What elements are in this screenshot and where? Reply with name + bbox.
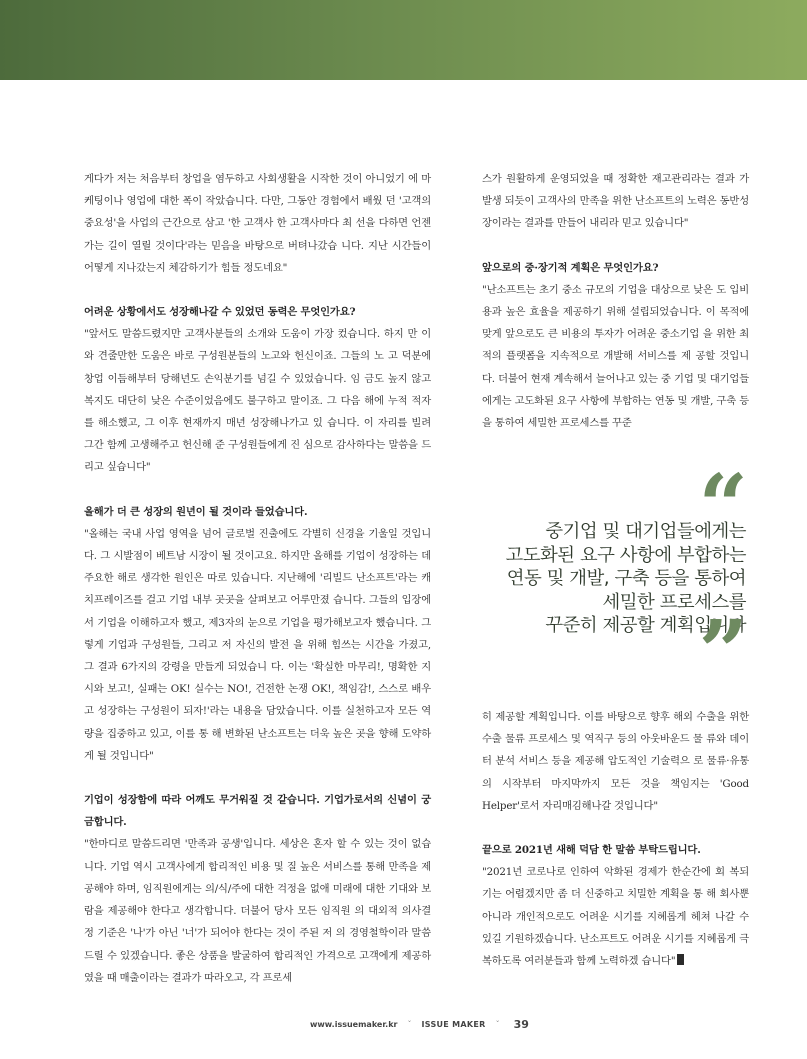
end-of-article-mark	[677, 954, 684, 965]
footer-separator: ˇ	[495, 1019, 500, 1029]
paragraph: 게다가 저는 처음부터 창업을 염두하고 사회생활을 시작한 것이 아니었기 에 마케팅이나 영업에 대한 폭이 작았습니다. 다만, 그동안 경험에서 배웠 던 '고객의 중요성'을 사업의 근간으로 삼고 '한 고객사 한 고객사마다 최 선을 다하면 언젠가는 길이 열릴 것이다'라는 믿음을 바탕으로 버텨나갔습 니다. 지난 시간들이 어떻게 지나갔는지 체감하기가 힘들 정도네요"	[84, 173, 432, 274]
article-column-right-top	[482, 168, 749, 434]
page-number: 39	[513, 1017, 529, 1031]
interview-question: 끝으로 2021년 새해 덕담 한 말씀 부탁드립니다.	[482, 844, 701, 857]
paragraph: "한마디로 말씀드리면 '만족과 공생'입니다. 세상은 혼자 할 수 있는 것이 없습니다. 기업 역시 고객사에게 합리적인 비용 및 질 높은 서비스를 통해 만족을 제공해야 하며, 임직원에게는 의/식/주에 대한 걱정을 없애 미래에 대한 기대와 보람을 제공해야 한다고 생각합니다. 더불어 당사 모든 임직원 의 대외적 의사결정 기준은 '나'가 아닌 '너'가 되어야 한다는 것이 주된 저 의 경영철학이라 말씀드릴 수 있겠습니다. 좋은 상품을 발굴하여 합리적인 가격으로 고객에게 제공하였을 때 매출이라는 결과가 따라오고, 각 프로세	[84, 838, 432, 984]
paragraph: 히 제공할 계획입니다. 이를 바탕으로 향후 해외 수출을 위한 수출 물류 프로세스 및 역직구 등의 아웃바운드 물 류와 데이터 분석 서비스 등을 제공해 압도적인 기술력으 로 물류·유통의 시작부터 마지막까지 모든 것을 책임지는 'Good Helper'로서 자리매김해나갈 것입니다"	[482, 711, 750, 812]
article-column-left	[84, 168, 431, 989]
paragraph: 스가 원활하게 운영되었을 때 정확한 재고관리라는 결과 가 발생 되듯이 고객사의 만족을 위한 난소프트의 노력은 동반성장이라는 결과를 만들어 내리라 믿고 있습니다"	[482, 173, 749, 230]
paragraph: "난소프트는 초기 중소 규모의 기업을 대상으로 낮은 도 입비용과 높은 효율을 제공하기 위해 설립되었습니다. 이 목적에 맞게 앞으로도 큰 비용의 투자가 어려운 중소기업 을 위한 최적의 플랫폼을 지속적으로 개발해 서비스를 제 공할 것입니다. 더불어 현재 계속해서 늘어나고 있는 중 기업 및 대기업들에게는 고도화된 요구 사항에 부합하는 연동 및 개발, 구축 등을 통하여 세밀한 프로세스를 꾸준	[482, 283, 750, 430]
interview-question: 올해가 더 큰 성장의 원년이 될 것이라 들었습니다.	[84, 505, 308, 518]
paragraph: "2021년 코로나로 인하여 악화된 경제가 한순간에 회 복되기는 어렵겠지만 좀 더 신중하고 치밀한 계획을 통 해 회사뿐 아니라 개인적으로도 어려운 시기를 지혜롭게 헤쳐 나갈 수 있길 기원하겠습니다. 난소프트도 어려운 시기를 지혜롭게 극복하도록 여러분들과 함께 노력하겠 습니다"	[482, 866, 750, 968]
close-quote-mark: ”	[698, 602, 748, 703]
article-column-right-bottom	[482, 706, 749, 972]
website-url: www.issuemaker.kr	[310, 1019, 398, 1029]
magazine-name: ISSUE MAKER	[421, 1019, 486, 1029]
open-quote-mark: “	[698, 456, 748, 557]
paragraph: "올해는 국내 사업 영역을 넘어 글로벌 진출에도 각별히 신경을 기울일 것입니다. 그 시발점이 베트남 시장이 될 것이고요. 하지만 올해를 기업이 성장하는 데 주요한 해로 생각한 원인은 따로 있습니다. 지난해에 '리빌드 난소프트'라는 캐치프레이즈를 걸고 기업 내부 곳곳을 살펴보고 어루만졌 습니다. 그들의 입장에서 기업을 이해하고자 했고, 제3자의 눈으로 기업을 평가해보고자 했습니다. 그렇게 기업과 구성원들, 그리고 저 자신의 발전 을 위해 힘쓰는 시간을 가졌고, 그 결과 6가지의 강령을 만들게 되었습니 다. 이는 '확실한 마무리!, 명확한 지시와 보고!, 실패는 OK! 실수는 NO!, 건전한 논쟁 OK!, 책임감!, 스스로 배우고 성장하는 구성원이 되자!'라는 내용을 담았습니다. 이를 실천하고자 모든 역량을 집중하고 있고, 이를 통 해 변화된 난소프트는 더욱 높은 곳을 향해 도약하게 될 것입니다"	[84, 527, 432, 762]
interview-question: 앞으로의 중·장기적 계획은 무엇인가요?	[482, 261, 659, 274]
pull-quote-text: 중기업 및 대기업들에게는 고도화된 요구 사항에 부합하는 연동 및 개발, 구축 등을 통하여 세밀한 프로세스를 꾸준히 제공할 계획입니다	[505, 521, 746, 636]
footer-separator: ˇ	[407, 1019, 412, 1029]
paragraph: "앞서도 말씀드렸지만 고객사분들의 소개와 도움이 가장 컸습니다. 하지 만 이와 견줄만한 도움은 바로 구성원분들의 노고와 헌신이죠. 그들의 노 고 덕분에 창업 이듬해부터 당해년도 손익분기를 넘길 수 있었습니다. 임 금도 높지 않고 복지도 대단히 낮은 수준이었음에도 불구하고 말이죠. 그 다음 해에 누적 적자를 해소했고, 그 이후 현재까지 매년 성장해나가고 있 습니다. 이 자리를 빌려 그간 함께 고생해주고 헌신해 준 구성원들에게 진 심으로 감사하다는 말씀을 드리고 싶습니다"	[84, 328, 432, 474]
page-footer	[310, 1016, 570, 1032]
pull-quote	[490, 456, 752, 703]
header-color-band	[0, 0, 807, 80]
interview-question: 어려운 상황에서도 성장해나갈 수 있었던 동력은 무엇인가요?	[84, 306, 356, 319]
interview-question: 기업이 성장함에 따라 어깨도 무거워질 것 같습니다. 기업가로서의 신념이 궁금합니다.	[84, 794, 431, 829]
